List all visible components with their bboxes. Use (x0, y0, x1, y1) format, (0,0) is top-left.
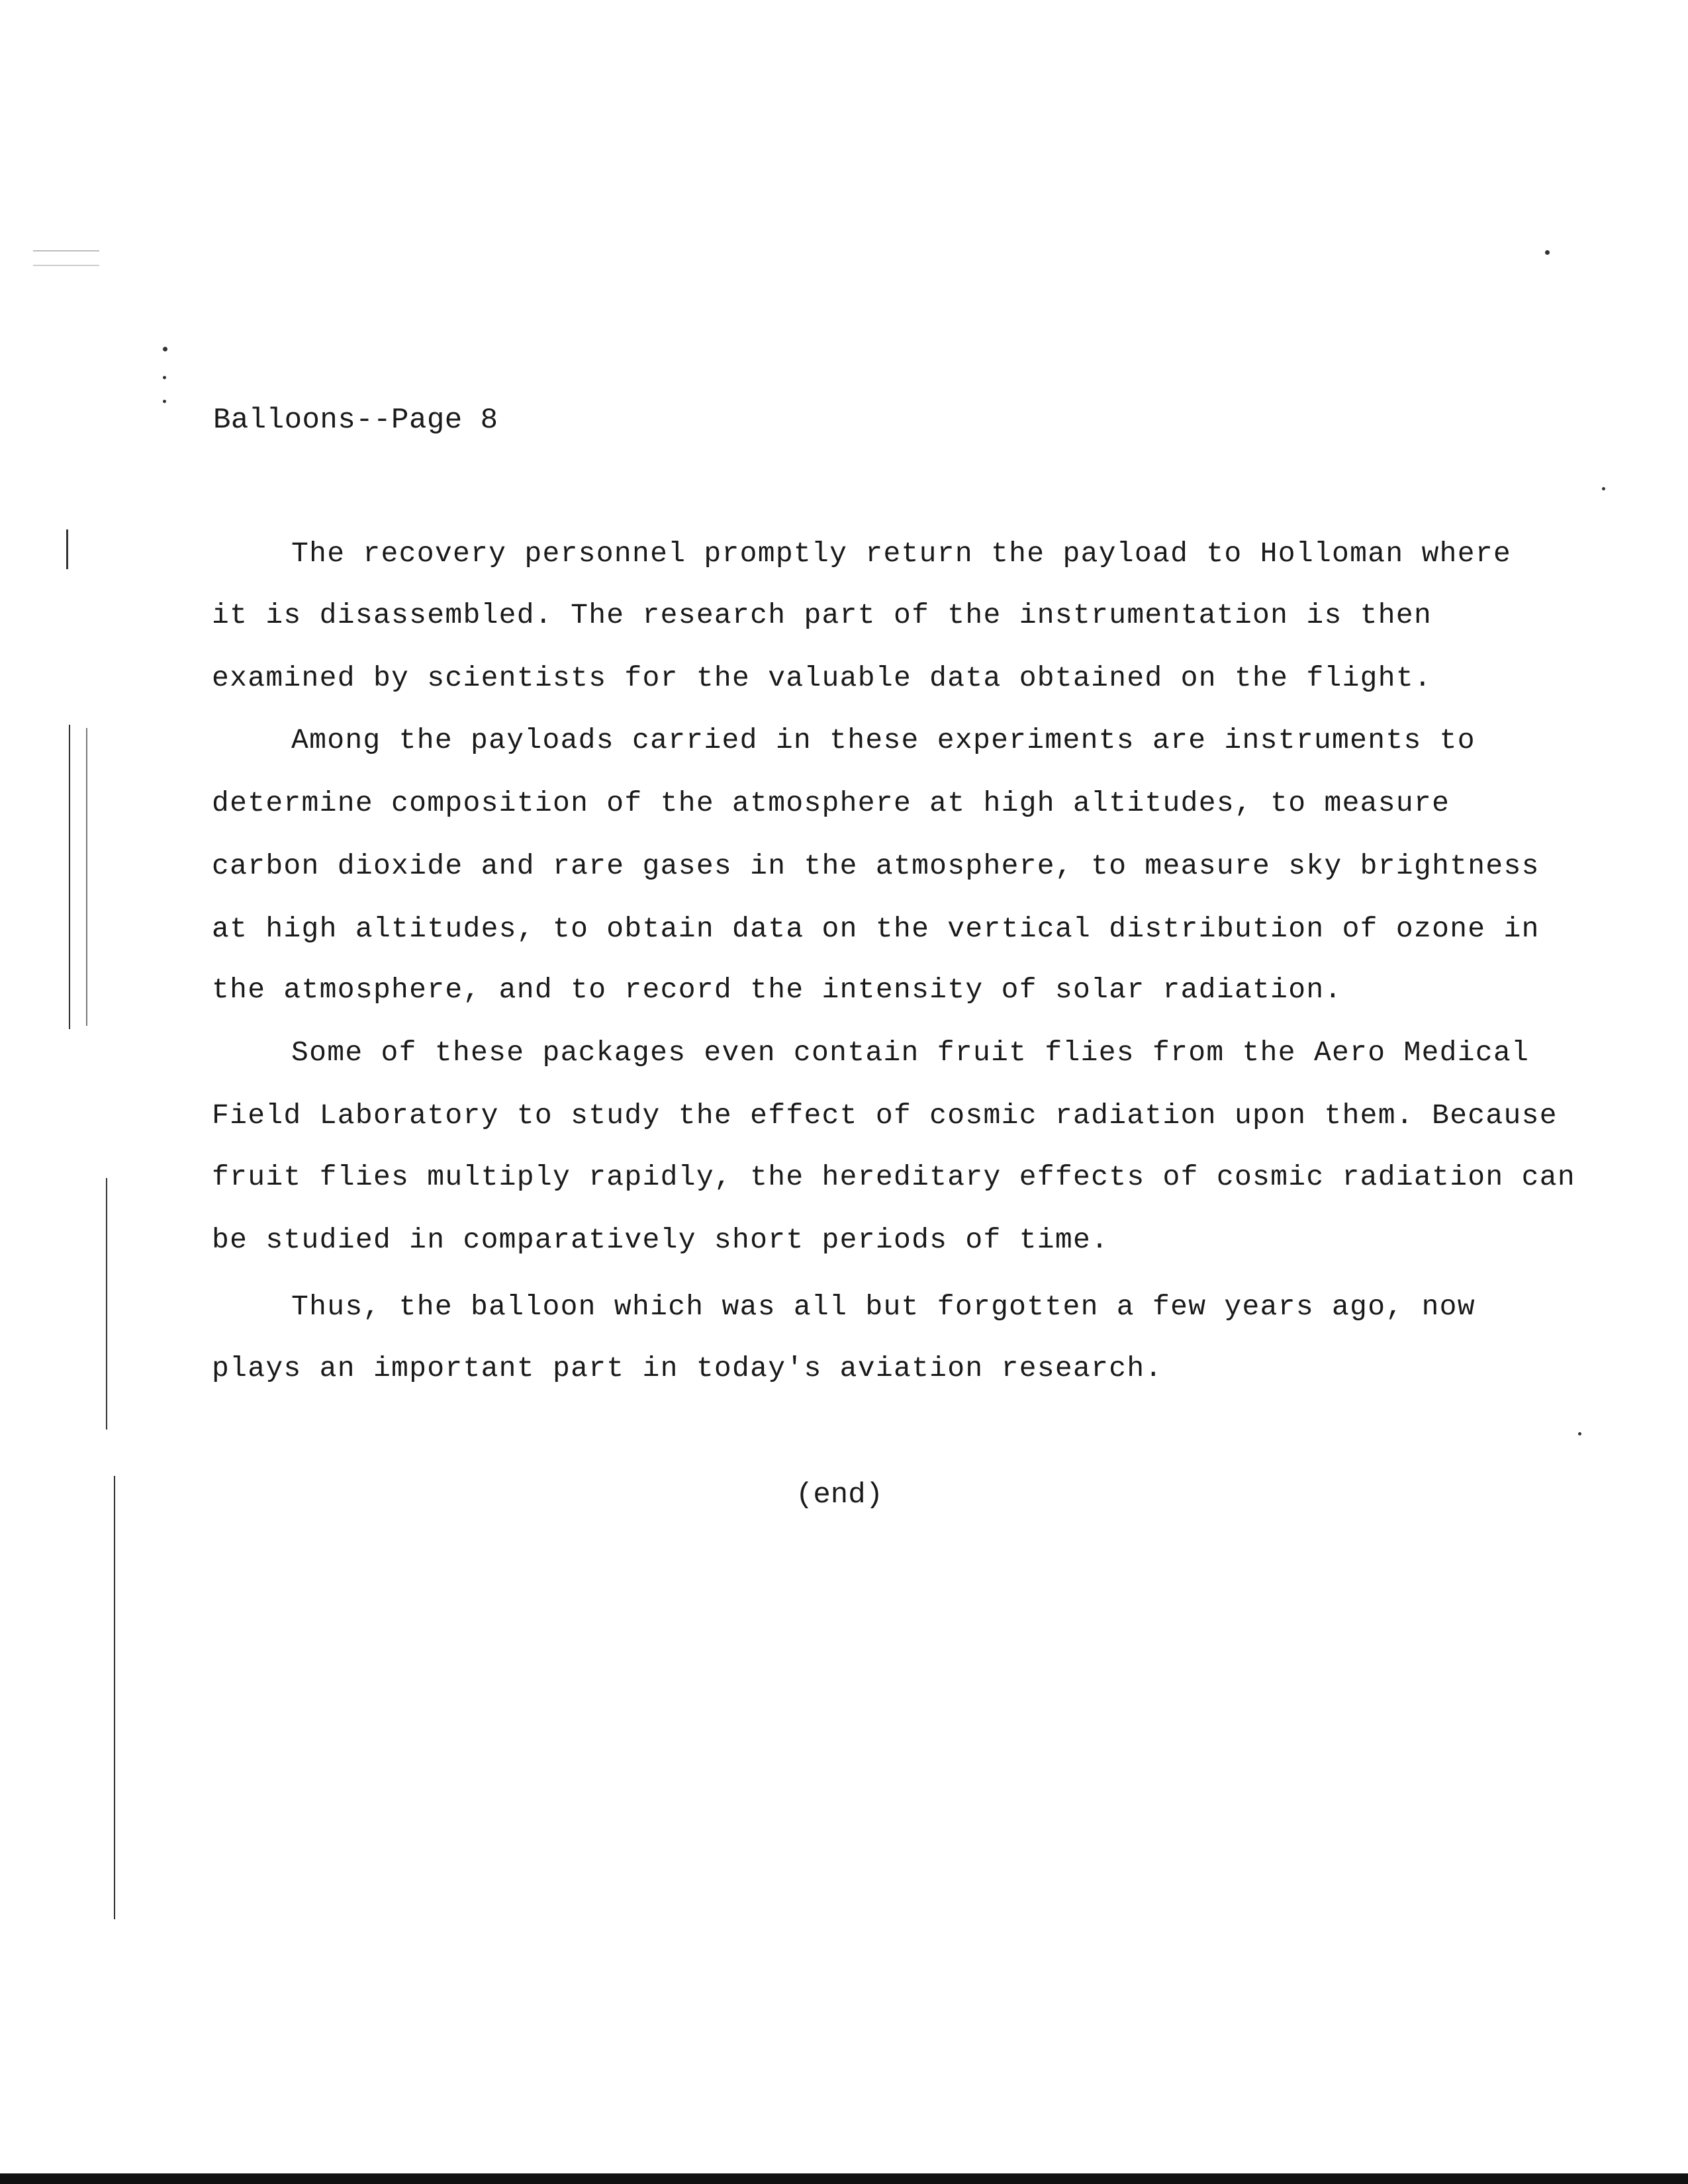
speck (1545, 250, 1550, 255)
text-line: examined by scientists for the valuable data obtained on the flight. (212, 662, 1432, 694)
text-line: the atmosphere, and to record the intensity of solar radiation. (212, 974, 1342, 1006)
speck (163, 400, 166, 403)
speck (163, 376, 166, 379)
margin-mark (66, 529, 68, 569)
margin-mark (69, 725, 70, 1029)
speck (1602, 487, 1605, 490)
margin-mark (86, 728, 87, 1026)
scan-artifact-lines (33, 250, 99, 266)
text-line: Thus, the balloon which was all but forgotten a few years ago, now (291, 1291, 1476, 1323)
margin-mark (106, 1178, 107, 1430)
text-line: at high altitudes, to obtain data on the vertical distribution of ozone in (212, 913, 1540, 945)
page-header: Balloons--Page 8 (213, 404, 498, 437)
margin-mark (114, 1476, 115, 1919)
scan-bottom-edge (0, 2173, 1688, 2184)
speck (163, 347, 167, 351)
text-line: fruit flies multiply rapidly, the hereditary effects of cosmic radiation can (212, 1161, 1575, 1193)
end-mark: (end) (796, 1479, 884, 1512)
text-line: be studied in comparatively short periods of time. (212, 1224, 1109, 1256)
text-line: plays an important part in today's aviation research. (212, 1352, 1163, 1385)
speck (1578, 1432, 1581, 1435)
text-line: determine composition of the atmosphere at high altitudes, to measure (212, 787, 1450, 819)
text-line: carbon dioxide and rare gases in the atmosphere, to measure sky brightness (212, 850, 1540, 882)
text-line: The recovery personnel promptly return the payload to Holloman where (291, 537, 1512, 570)
text-line: Among the payloads carried in these experiments are instruments to (291, 724, 1476, 756)
text-line: it is disassembled. The research part of the instrumentation is then (212, 599, 1432, 631)
text-line: Some of these packages even contain fruit flies from the Aero Medical (291, 1036, 1530, 1069)
text-line: Field Laboratory to study the effect of cosmic radiation upon them. Because (212, 1099, 1558, 1132)
